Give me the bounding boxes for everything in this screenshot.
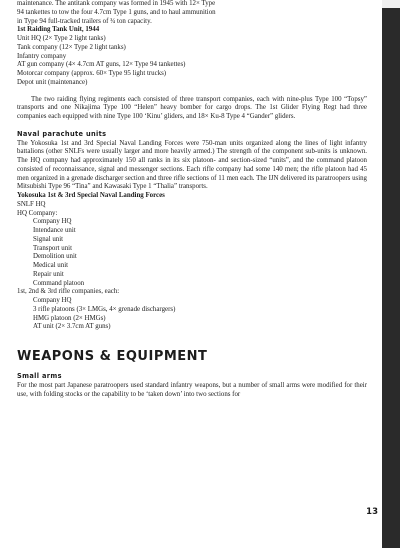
page-content [17, 0, 367, 399]
list-item: Tank company (12× Type 2 light tanks) [17, 43, 126, 51]
page-number: 13 [366, 507, 378, 517]
list-item: Signal unit [33, 235, 64, 243]
list-item: HMG platoon (2× HMGs) [33, 314, 106, 322]
list-item: Transport unit [33, 244, 72, 252]
weapons-section-heading: WEAPONS & EQUIPMENT [17, 349, 208, 364]
list-item: Company HQ [33, 218, 72, 226]
list-item: Command platoon [33, 279, 85, 287]
list-item: Repair unit [33, 270, 64, 278]
list-item: Demolition unit [33, 253, 77, 261]
small-arms-subheading: Small arms [17, 372, 62, 380]
naval-section-heading: Naval parachute units [17, 129, 107, 138]
page-edge-bar [382, 0, 400, 548]
list-item: HQ Company: [17, 209, 58, 217]
list-item: 3 rifle platoons (3× LMGs, 4× grenade dischargers) [33, 305, 176, 313]
list-item: Medical unit [33, 262, 69, 269]
raiding-unit-title: 1st Raiding Tank Unit, 1944 [17, 26, 100, 34]
list-item: Company HQ [33, 297, 72, 304]
list-item: Intendance unit [33, 227, 76, 234]
small-arms-paragraph: For the most part Japanese paratroopers used standard infantry weapons, but a number of small arms were modified for their use, with folding stocks or the capability to be ‘taken down’ into two sections for [17, 381, 367, 398]
list-item: Motorcar company (approx. 60× Type 95 light trucks) [17, 70, 167, 77]
list-item: Unit HQ (2× Type 2 light tanks) [17, 35, 106, 42]
naval-org-title: Yokosuka 1st & 3rd Special Naval Landing Forces [17, 192, 165, 199]
list-item: AT unit (2× 3.7cm AT guns) [33, 323, 111, 331]
list-item: SNLF HQ [17, 200, 46, 208]
list-item: Infantry company [17, 52, 67, 60]
naval-paragraph: The Yokosuka 1st and 3rd Special Naval Landing Forces were 750-man units organized along the lines of light infantry battalions (other SNLFs were usually larger and more heavily armed.) The strength of the component sub-units is unknown. The HQ company had approximately 150 all ranks in its six platoon- and section-sized “units”, and the command platoon consisted of reconnaissance, signal and messenger sections. Each rifle company had some 140 men; the rifle platoon had 45 men organized in a grenade discharger section and three rifle sections of 11 men each. The IJN delivered its paratroopers using Mitsubishi Type 96 “Tina” and Kawasaki Type 1 “Thalia” transports. [17, 139, 367, 191]
intro-line: in Type 94 full-tracked trailers of ¾ ton capacity. [17, 17, 152, 25]
list-item: Depot unit (maintenance) [17, 78, 88, 86]
intro-line: 94 tankettes to tow the four 4.7cm Type 1 guns, and to haul ammunition [17, 8, 216, 16]
flying-regiments-paragraph: The two raiding flying regiments each consisted of three transport companies, each with nine-plus Type 100 “Topsy” transports and one Nikajima Type 100 “Helen” heavy bomber for cargo drops. The 1st Glider Flying Regt had three companies each equipped with nine Type 100 ‘Kinu’ gliders, and 18× Ku-8 Type 4 “Gander” gliders. [17, 95, 367, 120]
list-item: 1st, 2nd & 3rd rifle companies, each: [17, 288, 120, 296]
intro-line: maintenance. The antitank company was formed in 1945 with 12× Type [17, 0, 216, 7]
list-item: AT gun company (4× 4.7cm AT guns, 12× Type 94 tankettes) [17, 61, 186, 69]
